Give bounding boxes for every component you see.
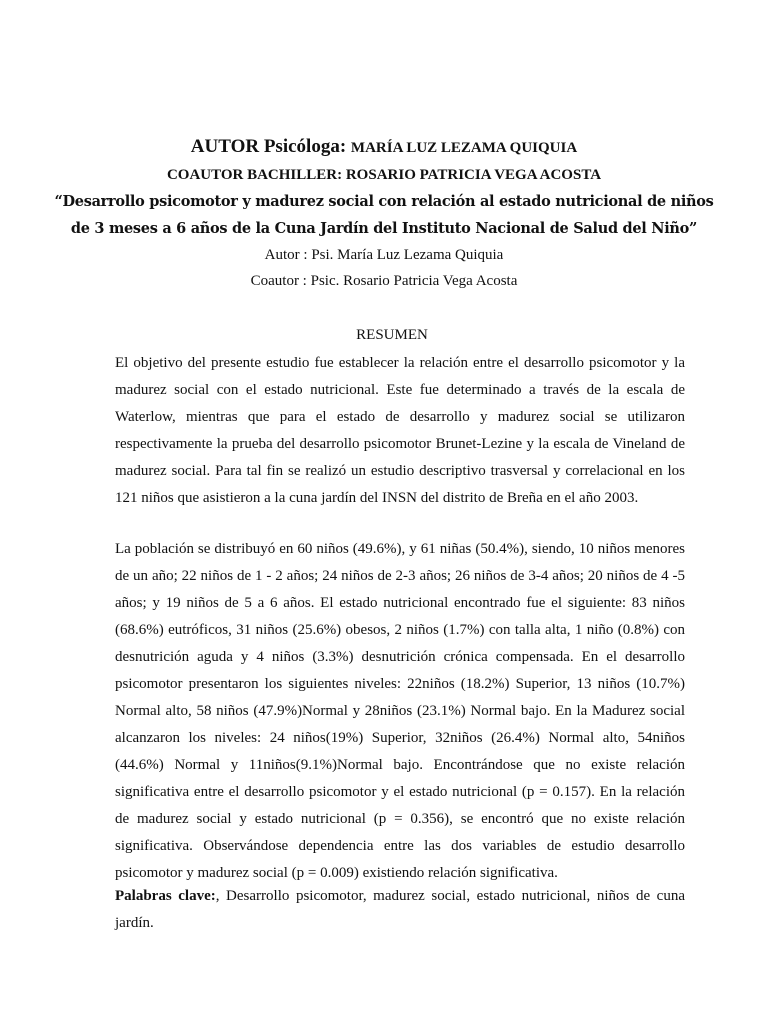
paper-title-line-1: “Desarrollo psicomotor y madurez social con relación al estado nutricional de niños — [54, 193, 714, 210]
author-line: Autor : Psi. María Luz Lezama Quiquia — [264, 247, 504, 263]
keywords-text: , Desarrollo psicomotor, madurez social, estado nutricional, niños de cuna jardín. — [115, 888, 686, 931]
author-name: MARÍA LUZ LEZAMA QUIQUIA — [350, 140, 578, 156]
author-heading — [0, 136, 768, 158]
autor-label: AUTOR — [190, 136, 260, 157]
keywords-label: Palabras clave: — [115, 888, 216, 904]
paper-title-line-2: de 3 meses a 6 años de la Cuna Jardín del Instituto Nacional de Salud del Niño” — [70, 220, 698, 237]
keywords-paragraph — [115, 883, 685, 937]
abstract-paragraph-2: La población se distribuyó en 60 niños (49.6%), y 61 niñas (50.4%), siendo, 10 niños menores de un año; 22 niños de 1 - 2 años; 24 niños de 2-3 años; 26 niños de 3-4 años; 20 niños de 4 -5 años; y 19 niños de 5 a 6 años. El estado nutricional encontrado fue el siguiente: 83 niños (68.6%) eutróficos, 31 niños (25.6%) obesos, 2 niños (1.7%) con talla alta, 1 niño (0.8%) con desnutrición aguda y 4 niños (3.3%) desnutrición crónica compensada. En el desarrollo psicomotor presentaron los siguientes niveles: 22niños (18.2%) Superior, 13 niños (10.7%) Normal alto, 58 niños (47.9%)Normal y 28niños (23.1%) Normal bajo. En la Madurez social alcanzaron los niveles: 24 niños(19%) Superior, 32niños (26.4%) Normal alto, 54niños (44.6%) Normal y 11niños(9.1%)Normal bajo. Encontrándose que no existe relación significativa entre el desarrollo psicomotor y el estado nutricional (p = 0.157). En la relación de madurez social y estado nutricional (p = 0.356), se encontró que no existe relación significativa. Observándose dependencia entre las dos variables de estudio desarrollo psicomotor y madurez social (p = 0.009) existiendo relación significativa. — [115, 541, 685, 881]
coauthor-heading: COAUTOR BACHILLER: ROSARIO PATRICIA VEGA ACOSTA — [166, 167, 602, 183]
abstract-paragraph-1: El objetivo del presente estudio fue establecer la relación entre el desarrollo psicomotor y la madurez social con el estado nutricional. Este fue determinado a través de la escala de Waterlow, mientras que para el estado de desarrollo y madurez social se utilizaron respectivamente la prueba del desarrollo psicomotor Brunet-Lezine y la escala de Vineland de madurez social. Para tal fin se realizó un estudio descriptivo trasversal y correlacional en los 121 niños que asistieron a la cuna jardín del INSN del distrito de Breña en el año 2003. — [115, 355, 685, 506]
psicologa-label: Psicóloga: — [263, 136, 347, 157]
coauthor-line: Coautor : Psic. Rosario Patricia Vega Acosta — [250, 273, 518, 289]
resumen-heading: RESUMEN — [356, 327, 428, 343]
